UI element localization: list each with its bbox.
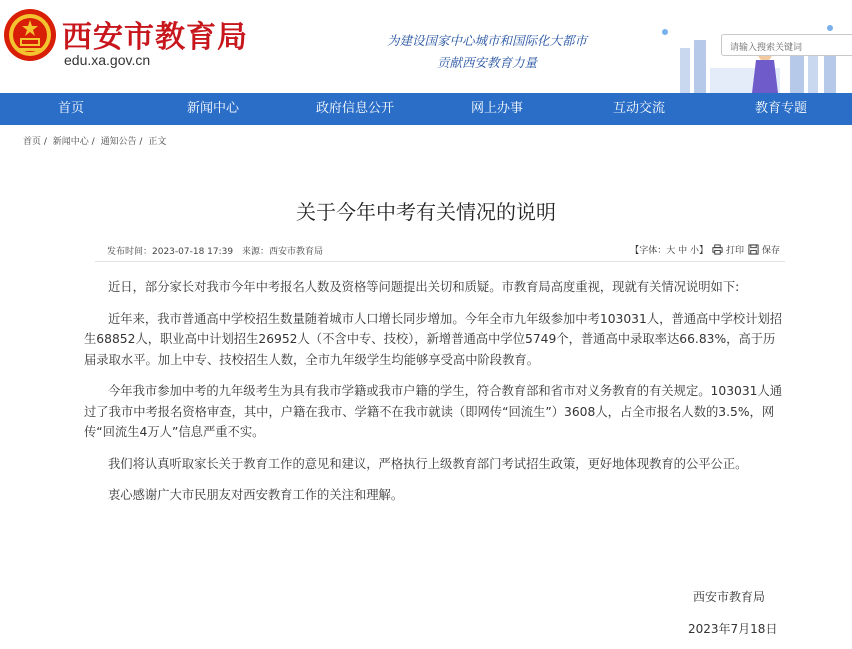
breadcrumb-notices[interactable]: 通知公告 / bbox=[100, 137, 143, 147]
site-domain: edu.xa.gov.cn bbox=[64, 52, 151, 68]
nav-item-home[interactable]: 首页 bbox=[57, 101, 84, 116]
site-name: 西安市教育局 bbox=[62, 20, 248, 55]
breadcrumb-home[interactable]: 首页 / bbox=[23, 137, 47, 147]
nav-item-interaction[interactable]: 互动交流 bbox=[612, 101, 665, 116]
nav-item-education-topics[interactable]: 教育专题 bbox=[754, 101, 807, 116]
paragraph: 近年来，我市普通高中学校招生数量随着城市人口增长同步增加。今年全市九年级参加中考103031人，普通高中学校计划招生68852人，职业高中计划招生26952人（不含中专、技校），新增普通高中学位5749个，普通高中录取率达66.83%，高于历届录取水平。加上中专、技校招生人数，全市九年级学生均能够享受高中阶段教育。 bbox=[84, 311, 783, 367]
paragraph: 我们将认真听取家长关于教育工作的意见和建议，严格执行上级教育部门考试招生政策，更好地体现教育的公平公正。 bbox=[108, 456, 748, 471]
printer-icon bbox=[712, 244, 723, 255]
breadcrumb-news[interactable]: 新闻中心 / bbox=[52, 137, 95, 147]
save-label: 保存 bbox=[761, 246, 780, 256]
meta-divider bbox=[95, 261, 785, 262]
font-size-selector[interactable]: 【字体：大 中 小】 bbox=[630, 246, 708, 256]
national-emblem-icon bbox=[3, 8, 57, 62]
article-date: 2023年7月18日 bbox=[688, 622, 778, 636]
paragraph: 衷心感谢广大市民朋友对西安教育工作的关注和理解。 bbox=[108, 488, 404, 502]
nav-item-gov-info[interactable]: 政府信息公开 bbox=[315, 101, 394, 116]
main-nav bbox=[0, 93, 852, 125]
breadcrumb bbox=[23, 134, 169, 147]
slogan-line-1: 为建设国家中心城市和国际化大都市 bbox=[386, 33, 587, 48]
slogan-line-2: 贡献西安教育力量 bbox=[436, 55, 537, 70]
save-icon bbox=[748, 244, 759, 255]
slogan bbox=[372, 30, 602, 74]
nav-item-news[interactable]: 新闻中心 bbox=[186, 101, 239, 116]
article-tools bbox=[630, 243, 780, 256]
search-input[interactable]: 请输入搜索关键词 bbox=[721, 34, 852, 56]
paragraph: 近日，部分家长对我市今年中考报名人数及资格等问题提出关切和质疑。市教育局高度重视，现就有关情况说明如下: bbox=[108, 280, 740, 294]
print-button[interactable] bbox=[712, 243, 744, 256]
print-label: 打印 bbox=[725, 246, 744, 256]
article-source: 来源：西安市教育局 bbox=[241, 247, 323, 257]
article-title: 关于今年中考有关情况的说明 bbox=[296, 200, 556, 224]
breadcrumb-current: 正文 bbox=[148, 137, 167, 147]
site-header bbox=[0, 0, 852, 93]
paragraph: 今年我市参加中考的九年级考生为具有我市学籍或我市户籍的学生，符合教育部和省市对义务教育的有关规定。103031人通过了我市中考报名资格审查，其中，户籍在我市、学籍不在我市就读（即网传“回流生”）3608人，占全市报名人数的3.5%，网传“回流生4万人”信息严重不实。 bbox=[84, 384, 783, 439]
nav-item-online-services[interactable]: 网上办事 bbox=[470, 101, 523, 116]
publish-time: 发布时间：2023-07-18 17:39 bbox=[107, 247, 234, 257]
article-meta bbox=[107, 244, 329, 257]
save-button[interactable] bbox=[748, 243, 780, 256]
article-body bbox=[84, 277, 784, 517]
article-signature: 西安市教育局 bbox=[693, 590, 766, 604]
